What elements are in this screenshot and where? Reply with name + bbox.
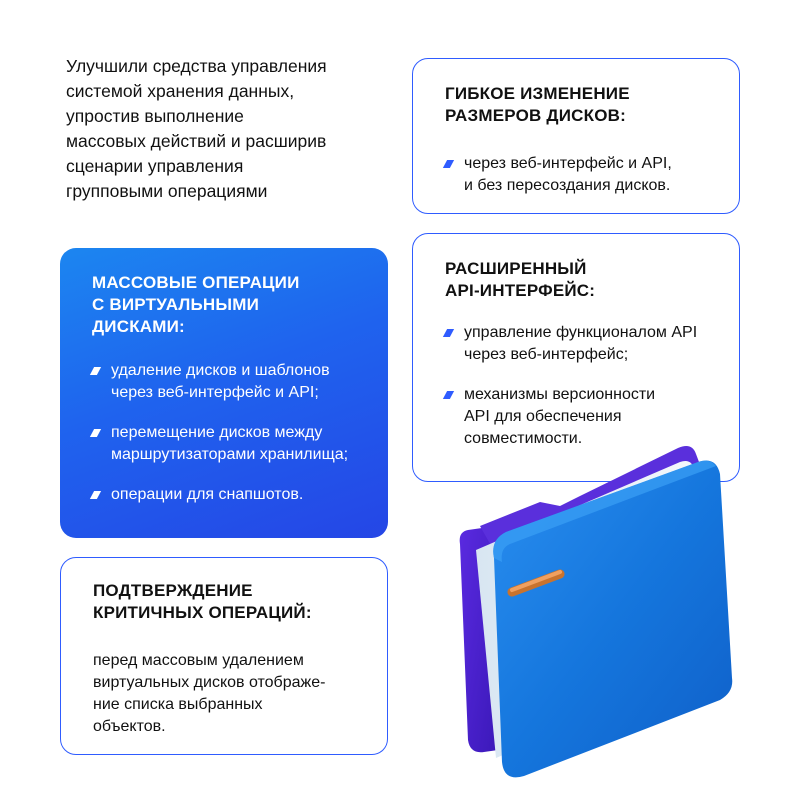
feature-list <box>445 322 719 450</box>
list-item: удаление дисков и шаблонов через веб-интерфейс и API; <box>92 360 370 404</box>
bullet-icon <box>90 491 101 499</box>
intro-text <box>66 54 396 204</box>
bullet-icon <box>443 329 454 337</box>
intro-line: системой хранения данных, <box>66 81 295 101</box>
intro-line: Улучшили средства управления <box>66 56 327 76</box>
feature-list <box>445 153 719 197</box>
list-item: перемещение дисков между маршрутизаторами хранилища; <box>92 422 370 466</box>
list-item: управление функционалом API через веб-интерфейс; <box>445 322 719 366</box>
list-item: операции для снапшотов. <box>92 484 370 506</box>
intro-line: массовых действий и расширив <box>66 131 327 151</box>
card-critical-confirmation <box>60 557 388 755</box>
card-text: перед массовым удалением виртуальных дисков отображе- ние списка выбранных объектов. <box>93 652 326 735</box>
card-title: МАССОВЫЕ ОПЕРАЦИИ С ВИРТУАЛЬНЫМИ ДИСКАМИ: <box>92 273 300 336</box>
list-item: через веб-интерфейс и API, и без пересоздания дисков. <box>445 153 719 197</box>
bullet-icon <box>443 391 454 399</box>
bullet-icon <box>90 429 101 437</box>
intro-line: групповыми операциями <box>66 181 268 201</box>
folder-illustration <box>440 440 740 780</box>
card-title: ПОДТВЕРЖДЕНИЕ КРИТИЧНЫХ ОПЕРАЦИЙ: <box>93 581 312 622</box>
feature-list <box>92 360 370 506</box>
folder-icon <box>440 440 740 780</box>
card-title: РАСШИРЕННЫЙ API-ИНТЕРФЕЙС: <box>445 259 596 300</box>
card-mass-operations <box>60 248 388 538</box>
card-title: ГИБКОЕ ИЗМЕНЕНИЕ РАЗМЕРОВ ДИСКОВ: <box>445 84 630 125</box>
bullet-icon <box>90 367 101 375</box>
intro-line: сценарии управления <box>66 156 244 176</box>
bullet-icon <box>443 160 454 168</box>
intro-line: упростив выполнение <box>66 106 244 126</box>
card-disk-resize <box>412 58 740 214</box>
list-item: механизмы версионности API для обеспечения совместимости. <box>445 384 719 450</box>
